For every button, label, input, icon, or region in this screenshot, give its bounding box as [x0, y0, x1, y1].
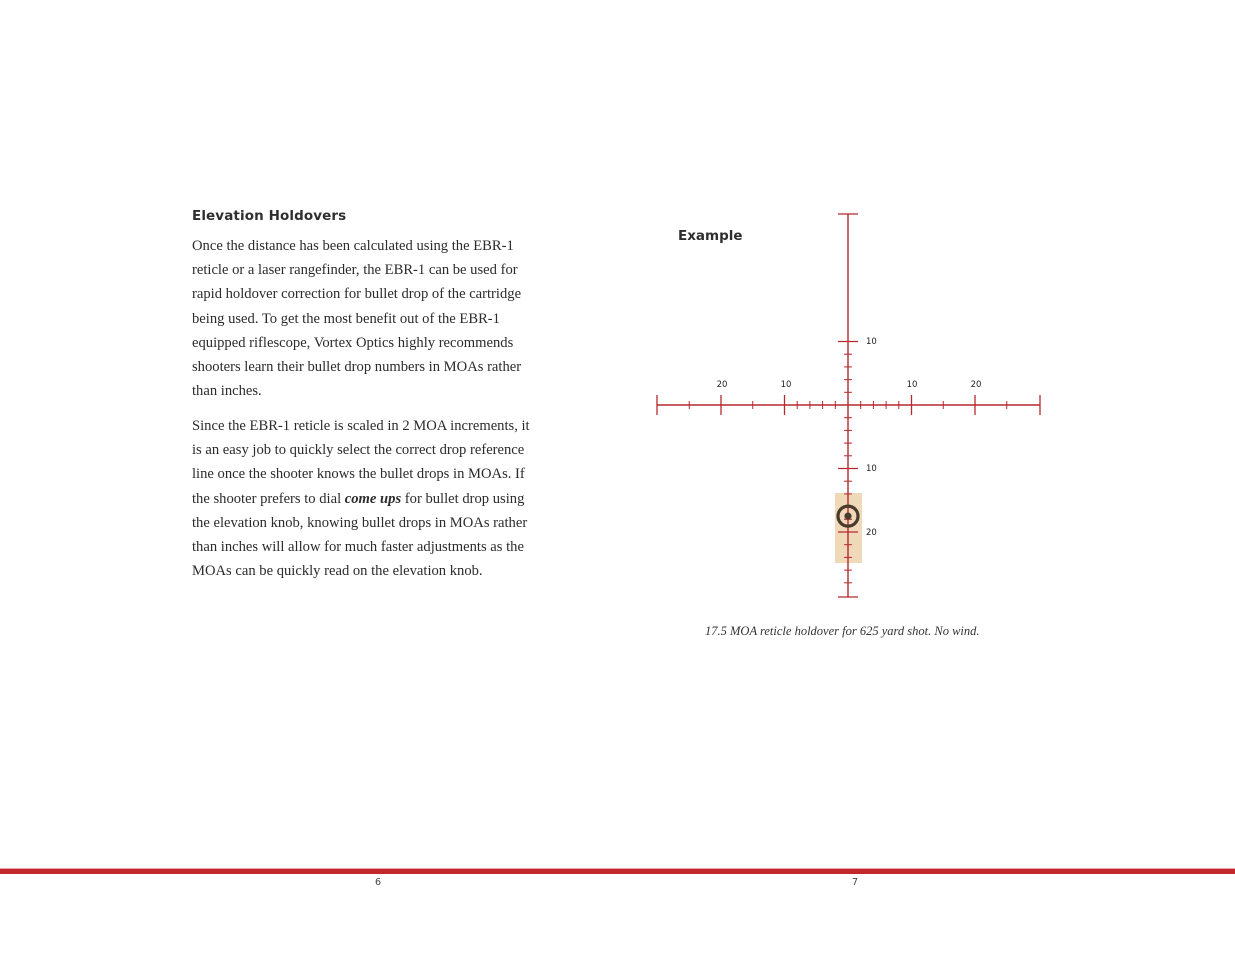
horizontal-label-right-20: 20	[970, 380, 982, 390]
reticle-lines	[657, 214, 1040, 597]
section-heading: Elevation Holdovers	[192, 208, 347, 224]
paragraph-2-text-after: for bullet drop using the elevation knob, knowing bullet drops in MOAs rather than inches will allow for much faster adjustments as the MOAs can be quickly read on the elevation knob.	[192, 490, 528, 580]
page-number-left: 6	[375, 877, 382, 888]
page-number-right: 7	[852, 877, 859, 888]
paragraph-2-emphasis: come ups	[344, 490, 402, 507]
example-label: Example	[678, 228, 743, 244]
vertical-label-upper-10: 10	[866, 337, 877, 347]
horizontal-label-left-20: 20	[716, 380, 728, 390]
horizontal-label-right-10: 10	[906, 380, 918, 390]
body-paragraph-1: Once the distance has been calculated using the EBR-1 reticle or a laser rangefinder, the EBR-1 can be used for rapid holdover correction for bullet drop of the cartridge being used. To get the most benefit out of the EBR-1 equipped riflescope, Vortex Optics highly recommends shooters learn their bullet drop numbers in MOAs rather than inches.	[192, 238, 522, 400]
vertical-label-lower-20: 20	[866, 528, 877, 538]
horizontal-label-left-10: 10	[780, 380, 792, 390]
vertical-label-lower-10: 10	[866, 464, 877, 474]
paragraph-2-text-before: Since the EBR-1 reticle is scaled in 2 MOA increments, it is an easy job to quickly select the correct drop reference line once the shooter knows the bullet drops in MOAs. If the shooter prefers to dial	[192, 418, 530, 507]
footer-rule	[0, 868, 1235, 874]
figure-caption: 17.5 MOA reticle holdover for 625 yard shot. No wind.	[705, 624, 980, 638]
